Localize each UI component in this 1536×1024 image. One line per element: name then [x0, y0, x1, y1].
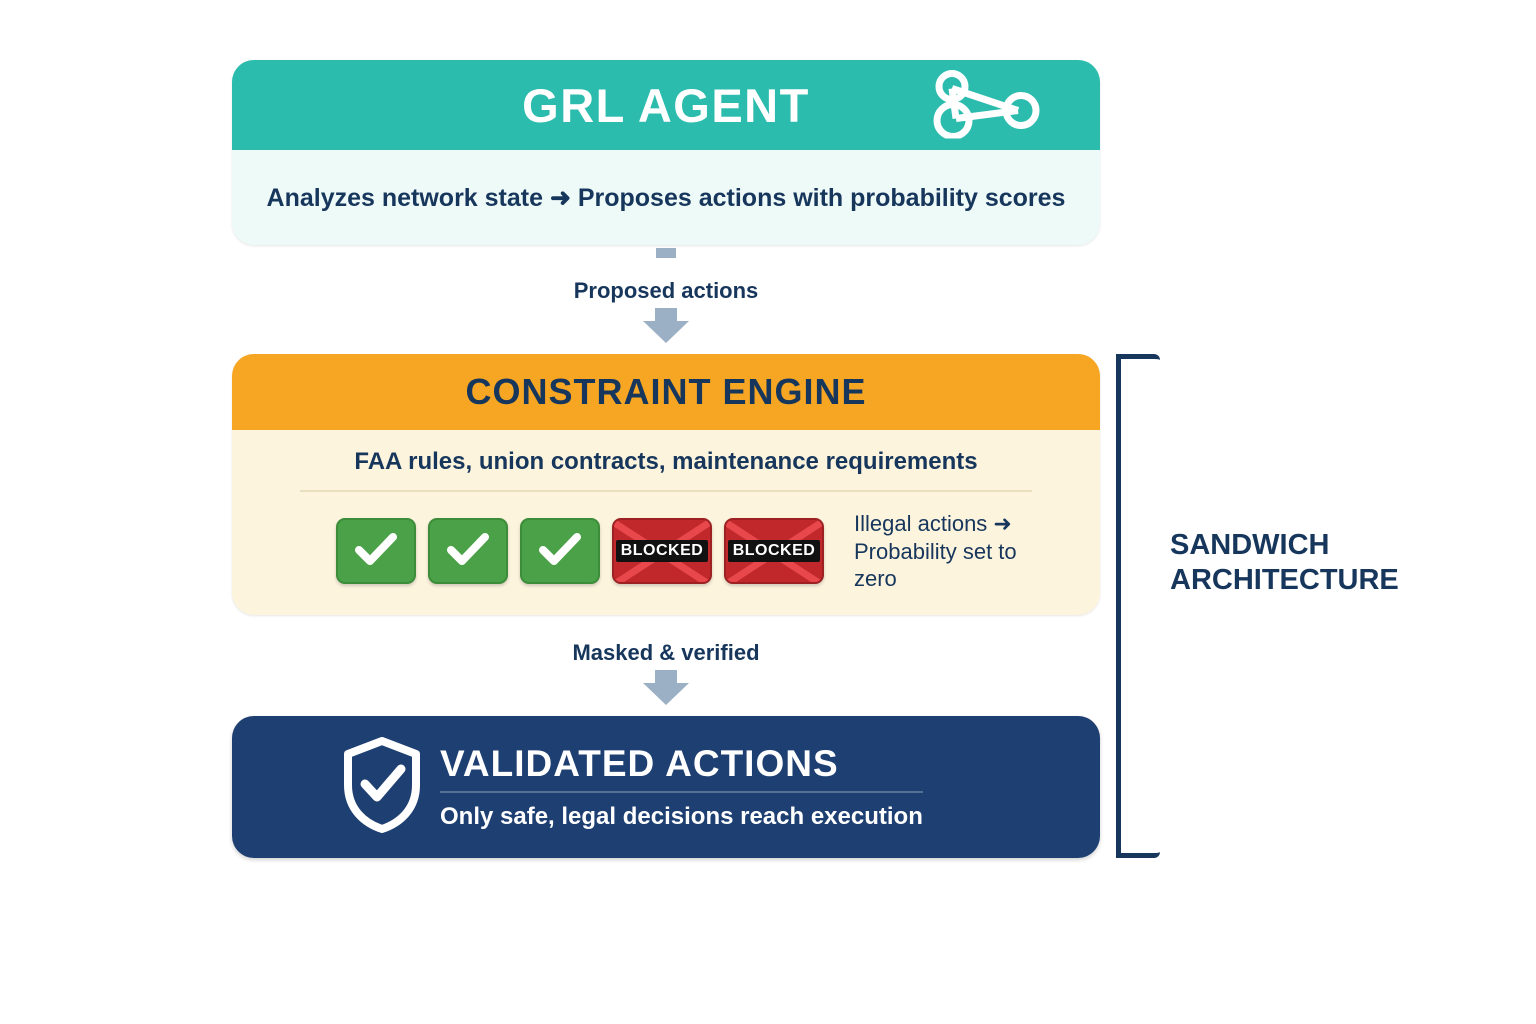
- validated-actions-description: Only safe, legal decisions reach execution: [440, 803, 923, 830]
- checkmark-icon: [446, 532, 490, 571]
- sandwich-bracket: [1116, 354, 1160, 858]
- connector-masked-verified: [232, 640, 1100, 704]
- connector-stub-top: [656, 248, 676, 258]
- blocked-chip-label: BLOCKED: [728, 540, 821, 562]
- blocked-chip-label: BLOCKED: [616, 540, 709, 562]
- constraint-engine-card: [232, 354, 1100, 615]
- constraint-engine-header: [232, 354, 1100, 430]
- connector-proposed-actions: [232, 278, 1100, 342]
- allowed-action-chip: [428, 518, 508, 584]
- allowed-action-chip: [520, 518, 600, 584]
- validated-actions-card: [232, 716, 1100, 858]
- down-arrow-icon: [643, 670, 689, 704]
- constraint-engine-title: CONSTRAINT ENGINE: [465, 371, 867, 412]
- sandwich-label-line-1: SANDWICH: [1170, 529, 1330, 561]
- sandwich-architecture-label: [1170, 528, 1470, 598]
- grl-agent-header: [232, 60, 1100, 150]
- down-arrow-icon: [643, 308, 689, 342]
- sandwich-label-line-2: ARCHITECTURE: [1170, 563, 1399, 596]
- checkmark-icon: [354, 532, 398, 571]
- allowed-action-chip: [336, 518, 416, 584]
- shield-check-icon: [342, 737, 422, 838]
- connector-2-label: Masked & verified: [572, 640, 760, 665]
- network-nodes-icon: [926, 67, 1044, 144]
- grl-agent-description: Analyzes network state ➜ Proposes actions with probability scores: [266, 183, 1066, 212]
- sandwich-bracket-spine: [1116, 354, 1121, 858]
- connector-1-label: Proposed actions: [573, 278, 759, 303]
- grl-agent-card: [232, 60, 1100, 245]
- grl-agent-body: [232, 150, 1100, 245]
- illegal-actions-note: Illegal actions ➜ Probability set to zero: [854, 511, 1017, 591]
- constraint-engine-rules: FAA rules, union contracts, maintenance requirements: [300, 448, 1032, 492]
- action-chips-row: [272, 510, 1060, 593]
- validated-actions-title: VALIDATED ACTIONS: [440, 743, 923, 793]
- constraint-engine-body: [232, 430, 1100, 615]
- validated-actions-text: [440, 743, 923, 831]
- blocked-action-chip: [724, 518, 824, 584]
- grl-agent-title: GRL AGENT: [522, 78, 810, 132]
- blocked-action-chip: [612, 518, 712, 584]
- checkmark-icon: [538, 532, 582, 571]
